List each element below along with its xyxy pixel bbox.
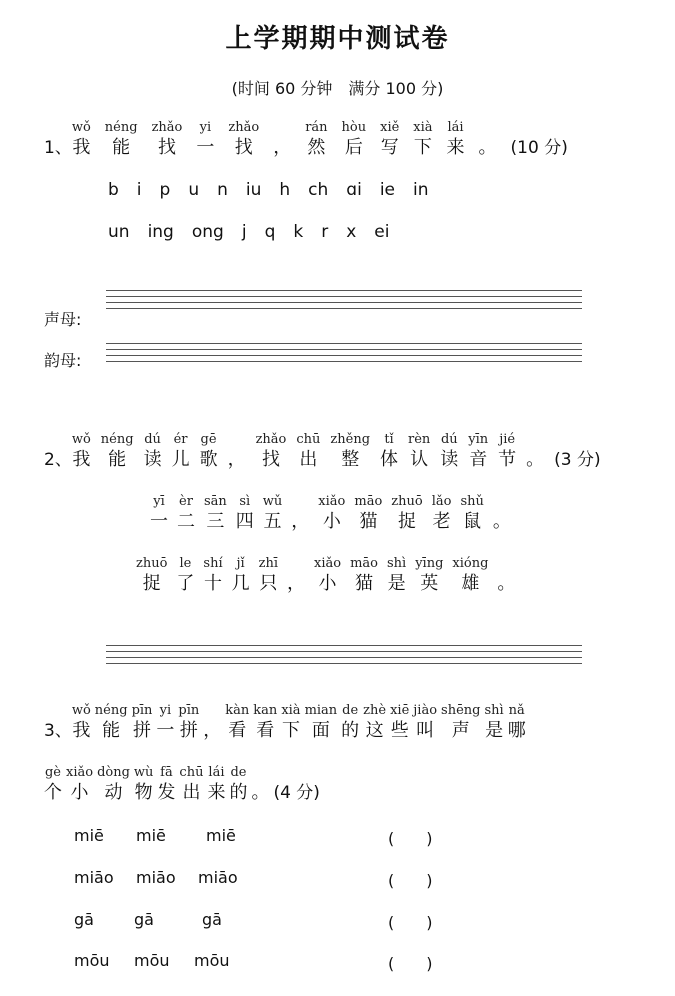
pinyin-letter[interactable]: u xyxy=(188,180,200,200)
pinyin-char xyxy=(305,703,338,743)
pinyin-char xyxy=(179,765,203,805)
q1-number: 1、 xyxy=(44,138,72,158)
pinyin: le xyxy=(179,556,192,571)
writing-lines-q2[interactable] xyxy=(106,645,582,669)
pinyin-char xyxy=(305,120,327,160)
hanzi: 歌 xyxy=(199,449,218,470)
pinyin-char xyxy=(97,765,130,805)
pinyin: xiē xyxy=(390,703,410,718)
q3-score: (4 分) xyxy=(273,783,320,803)
hanzi: 声 xyxy=(451,720,470,741)
pinyin: xiǎo xyxy=(318,494,346,509)
pinyin: èr xyxy=(179,494,193,509)
pinyin: lái xyxy=(447,120,464,135)
pinyin-char xyxy=(207,765,225,805)
hanzi: 儿 xyxy=(171,449,190,470)
pinyin-letter[interactable]: iu xyxy=(245,180,262,200)
pinyin-char xyxy=(150,494,168,534)
pinyin-letter[interactable]: ie xyxy=(379,180,395,200)
hanzi: 面 xyxy=(311,720,330,741)
hanzi: 是 xyxy=(485,720,504,741)
hanzi: 是 xyxy=(387,573,406,594)
pinyin-char xyxy=(447,120,465,160)
pinyin-char xyxy=(44,765,62,805)
label-initials: 声母: xyxy=(44,310,82,329)
pinyin-char xyxy=(228,432,246,472)
hanzi: 英 xyxy=(420,573,439,594)
hanzi: 认 xyxy=(410,449,429,470)
q3-chars-2 xyxy=(44,765,273,805)
hanzi: 后 xyxy=(344,137,363,158)
hanzi: 的 xyxy=(341,720,360,741)
hanzi: 几 xyxy=(231,573,250,594)
hanzi: 下 xyxy=(281,720,300,741)
pinyin-char xyxy=(318,494,345,534)
hanzi: 我 xyxy=(72,137,91,158)
hanzi: 动 xyxy=(104,782,123,803)
hanzi: 拼 xyxy=(179,720,198,741)
pinyin: néng xyxy=(104,120,138,135)
pinyin-char xyxy=(95,703,128,743)
hanzi: 猫 xyxy=(359,511,378,532)
pinyin: māo xyxy=(350,556,378,571)
pinyin-char xyxy=(196,120,214,160)
sound-row-2: miāo miāo miāo xyxy=(74,868,238,887)
pinyin-letter[interactable]: i xyxy=(136,180,142,200)
pinyin-char xyxy=(415,556,443,596)
hanzi: 我 xyxy=(72,720,91,741)
pinyin: yi xyxy=(199,120,212,135)
pinyin: xiǎo xyxy=(66,765,94,780)
pinyin: de xyxy=(342,703,359,718)
pinyin: yī xyxy=(153,494,165,509)
hanzi: 看 xyxy=(228,720,247,741)
pinyin-char xyxy=(314,556,341,596)
pinyin-letter[interactable]: ing xyxy=(147,222,174,242)
hanzi: 些 xyxy=(390,720,409,741)
pinyin-char xyxy=(350,556,378,596)
pinyin-char xyxy=(152,120,183,160)
hanzi: 只 xyxy=(259,573,278,594)
pinyin: xià xyxy=(413,120,433,135)
hanzi: 找 xyxy=(234,137,253,158)
pinyin: wǒ xyxy=(71,432,91,447)
hanzi: 出 xyxy=(182,782,201,803)
pinyin: shì xyxy=(484,703,504,718)
pinyin: kan xyxy=(253,703,278,718)
hanzi: 拼 xyxy=(132,720,151,741)
pinyin: shēng xyxy=(441,703,481,718)
hanzi: 小 xyxy=(318,573,337,594)
pinyin-letter[interactable]: ch xyxy=(308,180,329,200)
pinyin: zhǎo xyxy=(255,432,287,447)
pinyin-char xyxy=(380,120,399,160)
hanzi: 捉 xyxy=(142,573,161,594)
pinyin-char xyxy=(157,765,175,805)
pinyin: shí xyxy=(203,556,223,571)
hanzi: 能 xyxy=(112,137,131,158)
pinyin: zhǎo xyxy=(228,120,260,135)
pinyin-char xyxy=(178,703,199,743)
pinyin: zhè xyxy=(363,703,387,718)
pinyin-letter[interactable]: h xyxy=(279,180,291,200)
pinyin: hòu xyxy=(341,120,367,135)
hanzi: 。 xyxy=(251,782,270,803)
pinyin: wù xyxy=(133,765,154,780)
pinyin-char xyxy=(363,703,386,743)
hanzi: 。 xyxy=(526,449,545,470)
pinyin: wǔ xyxy=(262,494,283,509)
pinyin-char xyxy=(134,765,154,805)
pinyin-letter[interactable]: ei xyxy=(374,222,390,242)
hanzi: 哪 xyxy=(507,720,526,741)
pinyin: dú xyxy=(144,432,161,447)
pinyin-char xyxy=(526,432,544,472)
pinyin: jiào xyxy=(413,703,438,718)
pinyin: dòng xyxy=(97,765,130,780)
hanzi: 读 xyxy=(440,449,459,470)
pinyin: mian xyxy=(304,703,338,718)
pinyin-char xyxy=(232,556,250,596)
pinyin-char xyxy=(291,494,309,534)
q2-number: 2、 xyxy=(44,450,72,470)
pinyin-char xyxy=(105,120,138,160)
q3-number: 3、 xyxy=(44,721,72,741)
pinyin-char xyxy=(259,556,278,596)
pinyin-char xyxy=(468,432,488,472)
pinyin: xióng xyxy=(452,556,489,571)
page-title: 上学期期中测试卷 xyxy=(225,24,450,54)
pinyin-char xyxy=(460,494,483,534)
pinyin-char xyxy=(498,432,516,472)
pinyin: gē xyxy=(200,432,217,447)
hanzi: 来 xyxy=(207,782,226,803)
pinyin-letter[interactable]: ɑi xyxy=(346,180,362,200)
q1-letter-row-2 xyxy=(108,222,407,242)
pinyin-letter[interactable]: n xyxy=(217,180,228,200)
pinyin-char xyxy=(176,556,194,596)
pinyin-char xyxy=(66,765,93,805)
pinyin-letter[interactable]: un xyxy=(108,222,130,242)
hanzi: 小 xyxy=(322,511,341,532)
pinyin-char xyxy=(225,703,249,743)
hanzi: 一 xyxy=(150,511,168,532)
pinyin-letter[interactable]: b xyxy=(108,180,119,200)
hanzi: ， xyxy=(227,449,246,470)
hanzi: 体 xyxy=(380,449,399,470)
hanzi: ， xyxy=(291,511,310,532)
q1-chars xyxy=(72,120,511,160)
q2-score: (3 分) xyxy=(554,450,601,470)
pinyin: xiě xyxy=(380,120,400,135)
hanzi: 看 xyxy=(256,720,275,741)
q1-letter-row-1 xyxy=(108,180,447,200)
pinyin-char xyxy=(484,703,503,743)
pinyin: xiǎo xyxy=(314,556,342,571)
hanzi: 下 xyxy=(413,137,432,158)
q3-prompt-line-1 xyxy=(44,703,530,743)
pinyin-char xyxy=(281,703,300,743)
pinyin-char xyxy=(342,120,367,160)
pinyin: zhěng xyxy=(330,432,371,447)
hanzi: 一 xyxy=(156,720,175,741)
pinyin: rèn xyxy=(408,432,431,447)
pinyin-letter[interactable]: in xyxy=(413,180,429,200)
pinyin-char xyxy=(200,432,218,472)
pinyin-char xyxy=(391,494,422,534)
sound-row-4: mōu mōu mōu xyxy=(74,951,230,970)
pinyin-char xyxy=(440,432,458,472)
pinyin-char xyxy=(263,494,283,534)
pinyin-char xyxy=(408,432,430,472)
pinyin: jié xyxy=(499,432,516,447)
pinyin: chū xyxy=(296,432,321,447)
pinyin-char xyxy=(413,120,432,160)
sound-row-1: miē miē miē xyxy=(74,826,236,845)
writing-lines-initials[interactable] xyxy=(106,290,582,314)
pinyin-letter[interactable]: p xyxy=(159,180,171,200)
hanzi: 然 xyxy=(307,137,326,158)
hanzi: 整 xyxy=(341,449,360,470)
q2-poem-line-1 xyxy=(150,494,520,534)
pinyin: rán xyxy=(305,120,328,135)
label-finals: 韵母: xyxy=(44,351,82,370)
hanzi: 能 xyxy=(108,449,127,470)
pinyin-char xyxy=(172,432,190,472)
pinyin: chū xyxy=(179,765,204,780)
hanzi: 五 xyxy=(263,511,282,532)
pinyin: zhǎo xyxy=(151,120,183,135)
pinyin-char xyxy=(479,120,497,160)
pinyin-char xyxy=(452,556,488,596)
hanzi: ， xyxy=(273,137,292,158)
pinyin-char xyxy=(101,432,134,472)
hanzi: 捉 xyxy=(397,511,416,532)
pinyin: zhuō xyxy=(136,556,168,571)
pinyin-char xyxy=(497,556,515,596)
pinyin: lǎo xyxy=(431,494,452,509)
hanzi: 的 xyxy=(229,782,248,803)
pinyin: sān xyxy=(204,494,227,509)
pinyin-char xyxy=(136,556,167,596)
pinyin-letter[interactable]: k xyxy=(293,222,304,242)
pinyin: de xyxy=(230,765,247,780)
pinyin-char xyxy=(203,703,221,743)
pinyin-char xyxy=(441,703,480,743)
pinyin-char xyxy=(229,765,247,805)
hanzi: ， xyxy=(203,720,222,741)
pinyin: pīn xyxy=(178,703,200,718)
hanzi: 雄 xyxy=(461,573,480,594)
answer-blank-1[interactable]: ( ) xyxy=(388,829,433,848)
pinyin: pīn xyxy=(131,703,153,718)
pinyin-char xyxy=(354,494,382,534)
hanzi: 读 xyxy=(143,449,162,470)
q2-chars xyxy=(72,432,554,472)
hanzi: 出 xyxy=(299,449,318,470)
pinyin: tǐ xyxy=(384,432,394,447)
hanzi: ， xyxy=(287,573,306,594)
pinyin: zhuō xyxy=(391,494,423,509)
pinyin: shì xyxy=(387,556,407,571)
pinyin-char xyxy=(256,432,287,472)
answer-blank-3[interactable]: ( ) xyxy=(388,913,433,932)
hanzi: 十 xyxy=(204,573,223,594)
hanzi: 一 xyxy=(196,137,215,158)
hanzi: 来 xyxy=(446,137,465,158)
pinyin-char xyxy=(341,703,359,743)
pinyin: sì xyxy=(239,494,251,509)
pinyin-char xyxy=(296,432,320,472)
writing-lines-finals[interactable] xyxy=(106,343,582,367)
pinyin: fā xyxy=(160,765,173,780)
exam-info: (时间 60 分钟 满分 100 分) xyxy=(231,79,444,98)
pinyin-letter[interactable]: j xyxy=(241,222,247,242)
pinyin: ér xyxy=(173,432,188,447)
pinyin: gè xyxy=(44,765,61,780)
pinyin-char xyxy=(380,432,398,472)
pinyin-char xyxy=(72,703,91,743)
hanzi: 写 xyxy=(380,137,399,158)
hanzi: 。 xyxy=(497,573,516,594)
answer-blank-2[interactable]: ( ) xyxy=(388,871,433,890)
pinyin: yīng xyxy=(415,556,444,571)
pinyin-char xyxy=(390,703,409,743)
pinyin: xià xyxy=(281,703,301,718)
q1-score: (10 分) xyxy=(510,138,568,158)
pinyin: néng xyxy=(94,703,128,718)
hanzi: 老 xyxy=(432,511,451,532)
hanzi: 猫 xyxy=(355,573,374,594)
pinyin: māo xyxy=(354,494,383,509)
pinyin: wǒ xyxy=(71,120,91,135)
sound-row-3: gā gā gā xyxy=(74,910,222,929)
pinyin-char xyxy=(273,120,291,160)
hanzi: 我 xyxy=(72,449,91,470)
q2-prompt xyxy=(44,432,601,472)
hanzi: 二 xyxy=(177,511,195,532)
pinyin-char xyxy=(413,703,437,743)
q3-prompt-line-2 xyxy=(44,765,320,805)
pinyin-char xyxy=(204,494,227,534)
pinyin-letter[interactable]: x xyxy=(346,222,357,242)
pinyin-letter[interactable]: q xyxy=(264,222,276,242)
hanzi: 四 xyxy=(235,511,254,532)
pinyin-char xyxy=(287,556,305,596)
pinyin: wǒ xyxy=(71,703,91,718)
pinyin-char xyxy=(144,432,162,472)
pinyin-char xyxy=(253,703,277,743)
hanzi: 个 xyxy=(44,782,62,803)
hanzi: 小 xyxy=(70,782,89,803)
hanzi: 三 xyxy=(206,511,225,532)
hanzi: 找 xyxy=(157,137,176,158)
pinyin: lái xyxy=(208,765,225,780)
pinyin-char xyxy=(432,494,452,534)
q1-prompt xyxy=(44,120,568,160)
hanzi: 了 xyxy=(176,573,195,594)
pinyin-char xyxy=(387,556,406,596)
hanzi: 鼠 xyxy=(463,511,482,532)
pinyin: zhī xyxy=(258,556,279,571)
pinyin-char xyxy=(72,432,91,472)
hanzi: 能 xyxy=(102,720,121,741)
q3-chars-1 xyxy=(72,703,530,743)
pinyin-char xyxy=(177,494,195,534)
hanzi: 找 xyxy=(261,449,280,470)
pinyin: yīn xyxy=(468,432,489,447)
hanzi: 物 xyxy=(134,782,153,803)
pinyin: néng xyxy=(100,432,134,447)
pinyin-char xyxy=(493,494,511,534)
pinyin-char xyxy=(156,703,174,743)
pinyin-letter[interactable]: ong xyxy=(191,222,224,242)
pinyin: shǔ xyxy=(460,494,484,509)
pinyin-char xyxy=(72,120,91,160)
hanzi: 。 xyxy=(492,511,511,532)
pinyin-letter[interactable]: r xyxy=(321,222,329,242)
hanzi: 发 xyxy=(157,782,176,803)
pinyin-char xyxy=(203,556,222,596)
hanzi: 音 xyxy=(469,449,488,470)
pinyin: kàn xyxy=(225,703,250,718)
pinyin: nǎ xyxy=(508,703,525,718)
pinyin-char xyxy=(508,703,526,743)
pinyin-char xyxy=(228,120,259,160)
pinyin-char xyxy=(236,494,254,534)
hanzi: 这 xyxy=(365,720,384,741)
pinyin-char xyxy=(330,432,370,472)
pinyin: jǐ xyxy=(236,556,245,571)
pinyin-char xyxy=(251,765,269,805)
hanzi: 叫 xyxy=(416,720,435,741)
q2-poem-line-2 xyxy=(136,556,524,596)
answer-blank-4[interactable]: ( ) xyxy=(388,954,433,973)
pinyin: dú xyxy=(440,432,458,447)
pinyin-char xyxy=(132,703,153,743)
hanzi: 节 xyxy=(498,449,517,470)
hanzi: 。 xyxy=(478,137,497,158)
pinyin: yi xyxy=(159,703,172,718)
